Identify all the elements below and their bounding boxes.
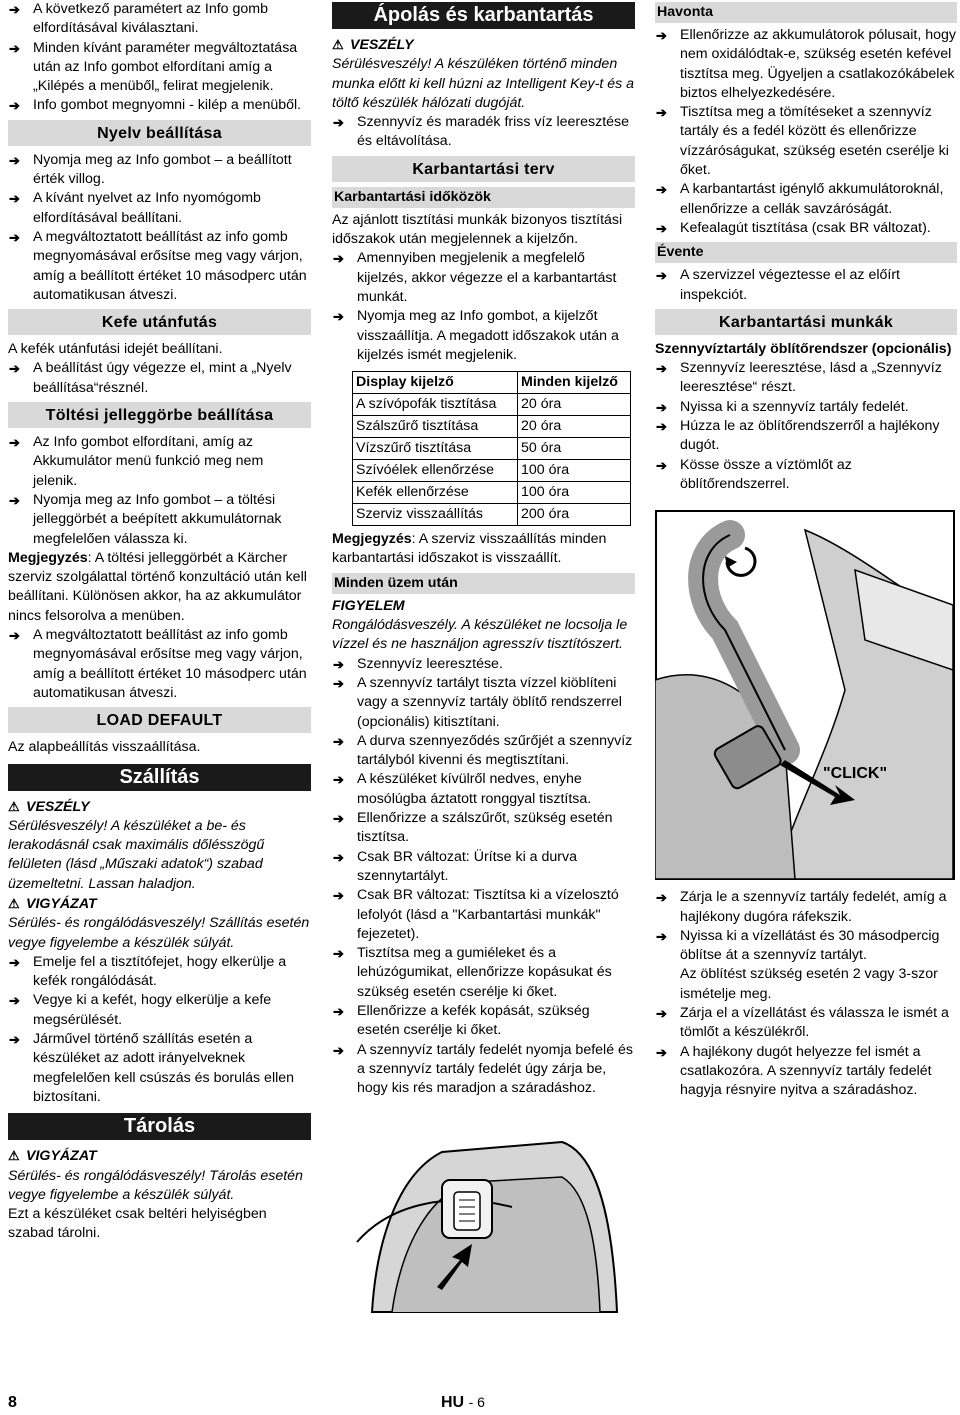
note-text: : A töltési jelleggörbét a Kärcher szerviz szolgálattal történő konzultáció után kell beállítani. Különösen akkor, ha az akkumulátor nincs felsorolva a menüben.: [8, 549, 307, 624]
section-heading-terv: Karbantartási terv: [332, 156, 635, 182]
table-row: [353, 394, 631, 416]
column-2: [332, 0, 635, 1317]
bullet: ➔ Tisztítsa meg a gumiéleket és a lehúzógumikat, ellenőrizze kopásukat és szükség esetén cserélje ki őket.: [332, 944, 635, 1002]
table-row: [353, 504, 631, 526]
maintenance-table: [352, 371, 631, 526]
section-heading-munkak: Karbantartási munkák: [655, 309, 957, 335]
table-cell: 20 óra: [518, 394, 631, 416]
page-footer: HU - 6: [441, 1394, 485, 1411]
warning-text: Sérülésveszély! A készüléket a be- és lerakodásnál csak maximális dőlésszögű felületen (lásd „Műszaki adatok“) szabad üzemeltetni. Lassan haladjon.: [8, 817, 265, 892]
note-text: : A szerviz visszaállítás minden karbantartási időszakot is visszaállít.: [332, 531, 607, 567]
table-cell: 100 óra: [518, 460, 631, 482]
page-number: 8: [8, 1394, 17, 1411]
bullet: ➔ Nyissa ki a szennyvíz tartály fedelét.: [655, 398, 957, 417]
bullet: ➔ Nyissa ki a vízellátást és 30 másodpercig öblítse át a szennyvíz tartályt.: [655, 927, 957, 966]
subheading: Évente: [655, 242, 957, 263]
table-cell: Szívóélek ellenőrzése: [353, 460, 518, 482]
warning-text: Sérülés- és rongálódásveszély! Tárolás esetén vegye figyelembe a készülék súlyát.: [8, 1167, 303, 1203]
bullet: ➔ Zárja le a szennyvíz tartály fedelét, amíg a hajlékony dugóra ráfekszik.: [655, 888, 957, 927]
bullet: ➔ Kösse össze a víztömlőt az öblítőrendszerrel.: [655, 456, 957, 495]
bullet: ➔ Szennyvíz leeresztése, lásd a „Szennyvíz leeresztése“ részt.: [655, 359, 957, 398]
bullet: ➔ Húzza le az öblítőrendszerről a hajlékony dugót.: [655, 417, 957, 456]
bullet: ➔ Nyomja meg az Info gombot, a kijelzőt visszaállítja. A megadott időszakok után a kijelzés ismét megjelenik.: [332, 307, 635, 365]
note-label: Megjegyzés: [332, 531, 412, 548]
warning-icon: ⚠: [8, 895, 20, 911]
section-heading-nyelv: Nyelv beállítása: [8, 120, 311, 146]
bullet: ➔ Csak BR változat: Tisztítsa ki a vízelosztó lefolyót (lásd a "Karbantartási munkák" fejezetet).: [332, 886, 635, 944]
warning-heading: ⚠ VIGYÁZAT: [8, 895, 97, 912]
hose-illustration: [655, 510, 955, 880]
bullet: ➔ Nyomja meg az Info gombot – a beállított érték villog.: [8, 151, 311, 190]
subheading: Szennyvíztartály öblítőrendszer (opcionális): [655, 340, 952, 357]
table-cell: 50 óra: [518, 438, 631, 460]
table-row: [353, 460, 631, 482]
bullet: ➔ A kívánt nyelvet az Info nyomógomb elfordításával beállítani.: [8, 189, 311, 228]
table-header-cell: Display kijelző: [353, 372, 518, 394]
table-cell: 20 óra: [518, 416, 631, 438]
bullet: ➔ A karbantartást igénylő akkumulátoroknál, ellenőrizze a cellák savzáróságát.: [655, 180, 957, 219]
table-cell: A szívópofák tisztítása: [353, 394, 518, 416]
bullet: ➔ Kefealagút tisztítása (csak BR változat).: [655, 219, 957, 238]
table-cell: Szálszűrő tisztítása: [353, 416, 518, 438]
table-row: [353, 416, 631, 438]
bullet: ➔ A szennyvíz tartály fedelét nyomja befelé és a szennyvíz tartály fedelét úgy zárja be, hogy kis rés maradjon a száradáshoz.: [332, 1041, 635, 1099]
table-header-cell: Minden kijelző: [518, 372, 631, 394]
warning-icon: ⚠: [8, 1148, 20, 1164]
table-cell: Szerviz visszaállítás: [353, 504, 518, 526]
bullet: ➔ Emelje fel a tisztítófejet, hogy elkerülje a kefék rongálódását.: [8, 953, 311, 992]
chapter-heading-szallitas: Szállítás: [8, 764, 311, 791]
warning-text: Rongálódásveszély. A készüléket ne locsolja le vízzel és ne használjon agresszív tisztítószert.: [332, 617, 628, 653]
section-heading-toltesi: Töltési jelleggörbe beállítása: [8, 402, 311, 428]
warning-heading: ⚠ VIGYÁZAT: [8, 1148, 97, 1165]
warning-text: Sérülés- és rongálódásveszély! Szállítás esetén vegye figyelembe a készülék súlyát.: [8, 915, 310, 951]
warning-icon: ⚠: [332, 37, 344, 52]
table-header-row: [353, 372, 631, 394]
bullet: ➔ A szennyvíz tartályt tiszta vízzel kiöblíteni vagy a szennyvíz tartály öblítő rendszerrel (opcionális) kitisztítani.: [332, 674, 635, 732]
bullet: ➔ A megváltoztatott beállítást az info gomb megnyomásával erősítse meg vagy várjon, amíg a beállított értéket 10 másodperc után automatikusan átveszi.: [8, 626, 311, 703]
paragraph: Az öblítést szükség esetén 2 vagy 3-szor ismételje meg.: [680, 966, 938, 1002]
warning-heading: ⚠ VESZÉLY: [8, 798, 90, 815]
bullet: ➔ Szennyvíz leeresztése.: [332, 655, 635, 674]
table-cell: 200 óra: [518, 504, 631, 526]
bullet: ➔ Szennyvíz és maradék friss víz leeresztése és eltávolítása.: [332, 113, 635, 152]
lid-illustration: [332, 1112, 632, 1317]
column-1: [8, 0, 311, 1244]
paragraph: A kefék utánfutási idejét beállítani.: [8, 341, 223, 358]
bullet: ➔ A készüléket kívülről nedves, enyhe mosólúgba áztatott ronggyal tisztítsa.: [332, 770, 635, 809]
bullet: ➔ A következő paramétert az Info gomb elfordításával kiválasztani.: [8, 0, 311, 39]
click-label: "CLICK": [823, 765, 888, 783]
bullet: ➔ Járművel történő szállítás esetén a készüléket az adott irányelveknek megfelelően kell csúszás és borulás ellen biztosítani.: [8, 1030, 311, 1107]
bullet: ➔ Tisztítsa meg a tömítéseket a szennyvíz tartály és a fedél között és ellenőrizze vízzáróságukat, szükség esetén cserélje ki őket.: [655, 103, 957, 180]
subheading: Karbantartási időközök: [332, 187, 635, 208]
column-3: [655, 0, 957, 1101]
chapter-heading-tarolas: Tárolás: [8, 1113, 311, 1140]
bullet: ➔ Ellenőrizze az akkumulátorok pólusait, hogy nem oxidálódtak-e, szükség esetén kefével tisztítsa meg. Ügyeljen a csatlakozókábelek biztos elhelyezkedésére.: [655, 26, 957, 103]
bullet: ➔ Amennyiben megjelenik a megfelelő kijelzés, akkor végezze el a karbantartást munkát.: [332, 249, 635, 307]
chapter-heading-apolas: Ápolás és karbantartás: [332, 2, 635, 29]
warning-heading: FIGYELEM: [332, 597, 405, 614]
section-heading-load-default: LOAD DEFAULT: [8, 707, 311, 733]
bullet: ➔ Az Info gombot elfordítani, amíg az Akkumulátor menü funkció meg nem jelenik.: [8, 433, 311, 491]
bullet: ➔ Nyomja meg az Info gombot – a töltési jelleggörbét a beépített akkumulátornak megfelelően válassza ki.: [8, 491, 311, 549]
bullet: ➔ Zárja el a vízellátást és válassza le ismét a tömlőt a készülékről.: [655, 1004, 957, 1043]
section-heading-kefe: Kefe utánfutás: [8, 309, 311, 335]
paragraph: Ezt a készüléket csak beltéri helyiségben szabad tárolni.: [8, 1206, 267, 1242]
bullet: ➔ A durva szennyeződés szűrőjét a szennyvíz tartályból kivenni és megtisztítani.: [332, 732, 635, 771]
warning-text: Sérülésveszély! A készüléken történő minden munka előtt ki kell húzni az Intelligent Key-t és a töltő készülék hálózati dugóját.: [332, 56, 635, 111]
warning-icon: ⚠: [8, 798, 20, 814]
bullet: ➔ A beállítást úgy végezze el, mint a „Nyelv beállítása“résznél.: [8, 359, 311, 398]
warning-heading: ⚠ VESZÉLY: [332, 37, 414, 53]
table-row: [353, 482, 631, 504]
subheading: Minden üzem után: [332, 573, 635, 594]
bullet: ➔ Minden kívánt paraméter megváltoztatása után az Info gombot elfordítani amíg a „Kilépés a menüből„ felirat megjelenik.: [8, 39, 311, 97]
bullet: ➔ A szervizzel végeztesse el az előírt inspekciót.: [655, 266, 957, 305]
note: [332, 530, 635, 569]
table-cell: Kefék ellenőrzése: [353, 482, 518, 504]
bullet: ➔ A hajlékony dugót helyezze fel ismét a csatlakozóra. A szennyvíz tartály fedelét hagyja résnyire nyitva a száradáshoz.: [655, 1043, 957, 1101]
note: [8, 549, 311, 626]
bullet: ➔ Ellenőrizze a kefék kopását, szükség esetén cserélje ki őket.: [332, 1002, 635, 1041]
bullet: ➔ Csak BR változat: Ürítse ki a durva szennytartályt.: [332, 848, 635, 887]
paragraph: Az ajánlott tisztítási munkák bizonyos tisztítási időszakok után megjelennek a kijelzőn.: [332, 211, 623, 248]
note-label: Megjegyzés: [8, 549, 88, 566]
bullet: ➔ Ellenőrizze a szálszűrőt, szükség esetén tisztítsa.: [332, 809, 635, 848]
bullet: ➔ A megváltoztatott beállítást az info gomb megnyomásával erősítse meg vagy várjon, amíg a beállított értéket 10 másodperc után automatikusan átveszi.: [8, 228, 311, 305]
table-row: [353, 438, 631, 460]
paragraph: Az alapbeállítás visszaállítása.: [8, 739, 201, 756]
table-cell: Vízszűrő tisztítása: [353, 438, 518, 460]
bullet: ➔ Info gombot megnyomni - kilép a menüből.: [8, 96, 311, 115]
bullet: ➔ Vegye ki a kefét, hogy elkerülje a kefe megsérülését.: [8, 991, 311, 1030]
table-cell: 100 óra: [518, 482, 631, 504]
subheading: Havonta: [655, 2, 957, 23]
